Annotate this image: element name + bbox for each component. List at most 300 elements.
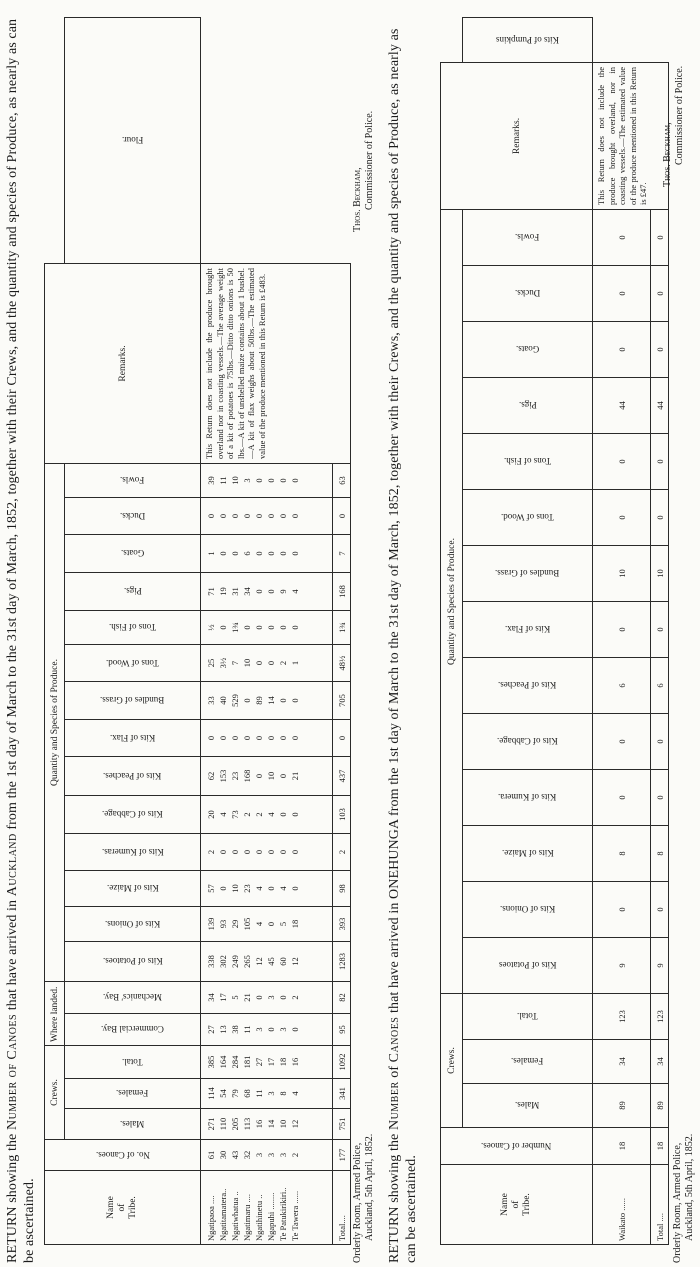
col-kumera: Kits of Kumera. [463, 770, 593, 826]
table-cell: 2 [290, 1152, 300, 1158]
table-cell: 385 [206, 1055, 216, 1069]
row-cell: 6 [593, 658, 651, 714]
table-cell: 0 [242, 625, 252, 630]
table-cell: 114 [206, 1087, 216, 1100]
table-cell: 338 [206, 955, 216, 968]
footer-2: Orderly Room, Armed Police, Auckland, 5th April, 1852. [672, 1133, 695, 1263]
tribe-name: Ngatiwhatua .. [230, 1191, 240, 1241]
table-cell: 529 [230, 694, 240, 707]
tribe-name: Ngapuhi ........ [266, 1192, 276, 1241]
table-cell: 0 [278, 478, 288, 483]
group-crews: Crews. [45, 1046, 65, 1140]
total-cell: 0 [651, 602, 669, 658]
table-cell: 0 [218, 625, 228, 630]
table-cell: 61 [206, 1150, 216, 1160]
table-cell: 31 [230, 587, 240, 596]
table-cell: 105 [242, 917, 252, 931]
table-cell: 0 [266, 513, 276, 519]
table-cell: 71 [206, 587, 216, 596]
row-cell: 0 [593, 266, 651, 322]
table-cell: 21 [242, 993, 252, 1002]
tribe-name: Ngatihinetu .. [254, 1194, 264, 1241]
col-flax: Kits of Flax. [463, 602, 593, 658]
col-grass: Bundles of Grass. [65, 682, 201, 720]
table-cell: 2 [206, 849, 216, 855]
total-cell: 2 [333, 834, 351, 871]
col-fish: Tons of Fish. [463, 434, 593, 490]
table-cell: 164 [218, 1055, 228, 1069]
tribe-name: Waikato ...... [593, 1165, 651, 1245]
table-cell: 153 [218, 769, 228, 783]
table-cell: 39 [206, 476, 216, 485]
total-cell: 0 [333, 720, 351, 757]
col-males: Males. [463, 1084, 593, 1128]
table-cell: 1 [206, 551, 216, 556]
body-col [201, 682, 333, 720]
table-cell: 0 [278, 513, 288, 519]
table-cell: 3 [242, 478, 252, 483]
table-cell: 12 [254, 957, 264, 966]
table-cell: 0 [230, 735, 240, 741]
total-cell: 89 [651, 1084, 669, 1128]
table-cell: 0 [242, 698, 252, 703]
row-cell: 0 [593, 882, 651, 938]
table-cell: 0 [242, 849, 252, 855]
table-cell: 0 [206, 735, 216, 741]
table-cell: 0 [290, 1027, 300, 1032]
table-cell: 0 [266, 921, 276, 927]
total-cell: 6 [651, 658, 669, 714]
col-maize: Kits of Maize. [65, 871, 201, 907]
col-flour: Flour. [65, 18, 201, 264]
table-cell: 14 [266, 696, 276, 705]
body-col [201, 907, 333, 942]
col-name-of-tribe: Name of Tribe. [441, 1165, 593, 1245]
body-col [201, 1046, 333, 1079]
total-cell: 437 [333, 757, 351, 796]
table-cell: 0 [278, 698, 288, 703]
col-total: Total. [65, 1046, 201, 1079]
row-cell: 34 [593, 1040, 651, 1084]
col-goats: Goats. [463, 322, 593, 378]
table-cell: 181 [242, 1055, 252, 1069]
col-commercial-bay: Commercial Bay. [65, 1014, 201, 1046]
col-number-of-canoes: Number of Canoes. [441, 1128, 593, 1165]
table-cell: 45 [266, 957, 276, 966]
table-cell: 0 [254, 513, 264, 519]
tribe-name: Te Patukirikiri.. [278, 1187, 288, 1241]
col-fowls: Fowls. [463, 210, 593, 266]
total-cell: 82 [333, 982, 351, 1014]
total-cell: 1092 [333, 1046, 351, 1079]
total-label: Total.... [333, 1171, 351, 1245]
col-fish: Tons of Fish. [65, 611, 201, 645]
total-cell: 0 [651, 714, 669, 770]
table-cell: 0 [254, 551, 264, 556]
table-cell: 0 [290, 513, 300, 519]
table-cell: 89 [254, 696, 264, 705]
col-mechanics-bay: Mechanics' Bay. [65, 982, 201, 1014]
total-cell: 393 [333, 907, 351, 942]
row-cell: 18 [593, 1128, 651, 1165]
col-total: Total. [463, 994, 593, 1040]
table-cell: 19 [218, 587, 228, 596]
table-cell: 0 [218, 735, 228, 741]
col-fowls: Fowls. [65, 464, 201, 498]
table-cell: 4 [290, 589, 300, 594]
body-col [201, 834, 333, 871]
table-cell: 3 [254, 1152, 264, 1158]
col-pumpkins: Kits of Pumpkins [463, 18, 593, 63]
table-cell: 8 [278, 1091, 288, 1096]
table-cell: 249 [230, 955, 240, 968]
table-cell: 3 [266, 995, 276, 1000]
group-quantity: Quantity and Species of Produce. [441, 210, 463, 994]
body-col [201, 498, 333, 535]
table-cell: 4 [290, 1091, 300, 1096]
table-cell: 38 [230, 1025, 240, 1034]
table-cell: 62 [206, 771, 216, 781]
table-cell: 0 [218, 886, 228, 891]
table-cell: 0 [266, 478, 276, 483]
total-cell: 341 [333, 1079, 351, 1109]
body-col [201, 982, 333, 1014]
table-cell: 23 [230, 771, 240, 781]
table-cell: 18 [278, 1057, 288, 1067]
body-col [201, 1014, 333, 1046]
tribe-name: Ngatitamatera.. [218, 1188, 228, 1241]
table-cell: 4 [254, 921, 264, 927]
row-cell: 0 [593, 770, 651, 826]
table-cell: 17 [266, 1057, 276, 1067]
table-cell: 3 [266, 1152, 276, 1158]
return-title-2: RETURN showing the Number of Canoes that have arrived in ONEHUNGA from the 1st day of March to the 31st day of March, 1852, together with their Crews, and the quantity and species of Produce, as nearly as can be ascertained. [387, 28, 419, 1263]
table-cell: 0 [278, 551, 288, 556]
total-cell: 103 [333, 796, 351, 834]
total-cell: 705 [333, 682, 351, 720]
table-cell: 11 [242, 1025, 252, 1034]
col-pigs: Pigs. [463, 378, 593, 434]
table-cell: 0 [266, 660, 276, 666]
table-cell: 4 [278, 886, 288, 891]
total-cell: 0 [651, 266, 669, 322]
table-cell: 11 [254, 1089, 264, 1098]
total-cell: 123 [651, 994, 669, 1040]
table-cell: 3½ [218, 657, 228, 669]
col-ducks: Ducks. [65, 498, 201, 535]
col-remarks: Remarks. [45, 264, 201, 464]
table-cell: 2 [254, 812, 264, 817]
table-cell: 2 [278, 660, 288, 666]
row-cell: 0 [593, 490, 651, 546]
table-cell: 0 [290, 478, 300, 483]
col-potatoes: Kits of Potatoes. [65, 942, 201, 982]
table-cell: 0 [290, 625, 300, 630]
tribe-names [201, 1171, 333, 1245]
row-cell: 8 [593, 826, 651, 882]
table-cell: 0 [278, 773, 288, 779]
col-onions: Kits of Onions. [463, 882, 593, 938]
body-col [201, 1140, 333, 1171]
table-cell: 0 [290, 735, 300, 741]
table-cell: 10 [266, 771, 276, 781]
table-cell: 57 [206, 884, 216, 893]
table-cell: 5 [278, 921, 288, 927]
table-cell: 3 [278, 1027, 288, 1032]
col-females: Females. [65, 1079, 201, 1109]
body-col [201, 1079, 333, 1109]
table-cell: 0 [266, 589, 276, 594]
table-cell: 0 [278, 625, 288, 630]
table-cell: 27 [206, 1025, 216, 1034]
total-cell: 1283 [333, 942, 351, 982]
table-cell: 30 [218, 1150, 228, 1160]
table-cell: 43 [230, 1150, 240, 1160]
row-cell: 0 [593, 714, 651, 770]
body-col [201, 611, 333, 645]
table-cell: 0 [290, 812, 300, 817]
table-cell: 0 [266, 735, 276, 741]
table-cell: 168 [242, 769, 252, 783]
total-label: Total .... [651, 1165, 669, 1245]
col-cabbage: Kits of Cabbage. [65, 796, 201, 834]
table-cell: 12 [290, 957, 300, 966]
col-males: Males. [65, 1109, 201, 1140]
table-1-body [201, 18, 333, 1245]
row-cell: 9 [593, 938, 651, 994]
col-wood: Tons of Wood. [463, 490, 593, 546]
table-cell: 33 [206, 696, 216, 705]
tribe-name: Ngatimaru .... [242, 1194, 252, 1241]
total-cell: 63 [333, 464, 351, 498]
col-onions: Kits of Onions. [65, 907, 201, 942]
table-cell: 1¾ [230, 622, 240, 633]
table-cell: 113 [242, 1117, 252, 1131]
table-cell: 10 [278, 1119, 288, 1129]
col-wood: Tons of Wood. [65, 645, 201, 682]
total-cell: 0 [651, 210, 669, 266]
col-goats: Goats. [65, 535, 201, 573]
total-cell: 9 [651, 938, 669, 994]
total-cell: 0 [651, 770, 669, 826]
row-cell: 0 [593, 210, 651, 266]
tribe-name: Ngatipaoa .... [206, 1195, 216, 1241]
table-cell: 12 [290, 1119, 300, 1129]
table-cell: 3 [254, 1027, 264, 1032]
table-cell: 68 [242, 1089, 252, 1098]
total-cell: 34 [651, 1040, 669, 1084]
signature-2: Thos. Beckham, Commissioner of Police. [662, 65, 685, 187]
group-where-landed: Where landed. [45, 982, 65, 1046]
total-cell: 95 [333, 1014, 351, 1046]
table-cell: 265 [242, 955, 252, 968]
table-cell: 0 [278, 812, 288, 817]
body-col [201, 757, 333, 796]
table-cell: 0 [266, 1027, 276, 1032]
table-cell: 10 [230, 476, 240, 485]
table-cell: 0 [230, 849, 240, 855]
table-cell: 0 [290, 551, 300, 556]
table-cell: 0 [230, 513, 240, 519]
table-cell: 0 [266, 551, 276, 556]
body-col [201, 464, 333, 498]
col-maize: Kits of Maize. [463, 826, 593, 882]
col-pigs: Pigs. [65, 573, 201, 611]
table-cell: 0 [254, 735, 264, 741]
row-cell: 89 [593, 1084, 651, 1128]
row-cell: 0 [593, 322, 651, 378]
table-cell: 34 [242, 587, 252, 596]
tribe-name: Te Tawera ...... [290, 1190, 300, 1241]
col-no-of-canoes: No. of Canoes. [45, 1140, 201, 1171]
table-cell: 23 [242, 884, 252, 893]
table-cell: 0 [290, 886, 300, 891]
table-cell: 2 [290, 995, 300, 1000]
table-cell: 0 [254, 849, 264, 855]
col-flax: Kits of Flax. [65, 720, 201, 757]
return-table-1 [44, 17, 351, 1245]
body-col [201, 645, 333, 682]
table-cell: 0 [254, 589, 264, 594]
table-cell: 16 [290, 1057, 300, 1067]
total-cell: 177 [333, 1140, 351, 1171]
table-cell: 1 [290, 660, 300, 666]
total-cell: 48½ [333, 645, 351, 682]
table-cell: 18 [290, 919, 300, 929]
body-col [201, 720, 333, 757]
table-cell: 13 [218, 1025, 228, 1034]
total-cell: 1¾ [333, 611, 351, 645]
col-kumeras: Kits of Kumeras. [65, 834, 201, 871]
body-col [201, 1109, 333, 1140]
row-cell: 10 [593, 546, 651, 602]
table-cell: 0 [218, 849, 228, 855]
table-cell: 79 [230, 1089, 240, 1098]
table-cell: 271 [206, 1117, 216, 1131]
table-cell: 139 [206, 917, 216, 931]
col-name-of-tribe: Name of Tribe. [45, 1171, 201, 1245]
total-cell: 0 [651, 322, 669, 378]
table-cell: 110 [218, 1117, 228, 1131]
total-cell: 44 [651, 378, 669, 434]
table-cell: 0 [266, 849, 276, 855]
table-cell: 5 [230, 995, 240, 1000]
col-cabbage: Kits of Cabbage. [463, 714, 593, 770]
total-cell: 168 [333, 573, 351, 611]
table-1-total-row [333, 18, 351, 1245]
body-col [201, 942, 333, 982]
table-cell: 4 [266, 812, 276, 817]
table-cell: 0 [242, 735, 252, 741]
row-cell: 0 [593, 434, 651, 490]
col-females: Females. [463, 1040, 593, 1084]
col-peaches: Kits of Peaches. [463, 658, 593, 714]
table-cell: 0 [290, 698, 300, 703]
table-cell: 11 [218, 476, 228, 485]
table-cell: 25 [206, 658, 216, 668]
table-cell: 4 [254, 886, 264, 891]
table-cell: 0 [278, 995, 288, 1000]
col-ducks: Ducks. [463, 266, 593, 322]
table-cell: 0 [218, 513, 228, 519]
table-cell: 10 [242, 658, 252, 668]
total-cell: 98 [333, 871, 351, 907]
body-col [201, 796, 333, 834]
total-cell: 10 [651, 546, 669, 602]
col-peaches: Kits of Peaches. [65, 757, 201, 796]
total-cell: 0 [651, 434, 669, 490]
group-crews: Crews. [441, 994, 463, 1128]
table-cell: 0 [278, 849, 288, 855]
table-cell: 16 [254, 1119, 264, 1129]
table-cell: 93 [218, 919, 228, 929]
table-cell: 3 [278, 1152, 288, 1158]
table-cell: 284 [230, 1055, 240, 1069]
table-cell: 32 [242, 1150, 252, 1160]
table-cell: 0 [254, 478, 264, 483]
table-cell: 302 [218, 955, 228, 968]
table-cell: 2 [242, 812, 252, 817]
table-cell: 0 [242, 513, 252, 519]
table-cell: 0 [254, 773, 264, 779]
table-cell: 29 [230, 919, 240, 929]
row-cell: 0 [593, 602, 651, 658]
total-cell: 8 [651, 826, 669, 882]
remarks-text-1: This Return does not include the produce brought overland nor in coasting vessels.—The average weight of a kit of potatoes is 75lbs.—Ditto ditto onions is 50 lbs.—A kit of unshelled maize contains about 1 bushel.—A kit of flax weighs about 50lbs.—The estimated value of the produce mentioned in this Return is £483. [201, 264, 351, 464]
table-cell: 205 [230, 1117, 240, 1131]
row-cell: 123 [593, 994, 651, 1040]
body-col [201, 573, 333, 611]
table-cell: 17 [218, 993, 228, 1002]
table-cell: 9 [278, 589, 288, 594]
group-quantity: Quantity and Species of Produce. [45, 464, 65, 982]
table-cell: 34 [206, 993, 216, 1002]
footer-1: Orderly Room, Armed Police, Auckland, 5th April, 1852. [352, 1133, 375, 1263]
table-cell: 0 [266, 886, 276, 891]
total-cell: 18 [651, 1128, 669, 1165]
body-col [201, 535, 333, 573]
table-cell: 21 [290, 771, 300, 781]
col-potatoes: Kits of Potatoes [463, 938, 593, 994]
table-cell: 7 [230, 660, 240, 666]
table-cell: 0 [254, 995, 264, 1000]
total-cell: 0 [651, 490, 669, 546]
total-cell: 0 [333, 498, 351, 535]
body-col [201, 871, 333, 907]
col-grass: Bundles of Grass. [463, 546, 593, 602]
table-cell: 54 [218, 1089, 228, 1098]
table-cell: 40 [218, 696, 228, 705]
table-cell: 0 [206, 513, 216, 519]
table-cell: 27 [254, 1057, 264, 1067]
table-cell: 4 [218, 812, 228, 817]
return-title-1: RETURN showing the Number of Canoes that have arrived in Auckland from the 1st day of March to the 31st day of March, 1852, together with their Crews, and the quantity and species of Produce, as nearly as can be ascertained. [5, 18, 37, 1263]
remarks-text-2: This Return does not include the produce brought overland, nor in coasting vessels.—The estimated value of the produce mentioned in this Return is £47. [593, 63, 669, 210]
table-cell: 6 [242, 551, 252, 556]
table-cell: 0 [254, 625, 264, 630]
table-cell: 0 [230, 551, 240, 556]
total-cell: 0 [651, 882, 669, 938]
table-cell: 60 [278, 957, 288, 966]
signature-1: Thos. Beckham, Commissioner of Police. [352, 110, 375, 232]
col-remarks: Remarks. [441, 63, 593, 210]
table-2-row-waikato [593, 18, 651, 1245]
total-cell: 751 [333, 1109, 351, 1140]
table-cell: 0 [278, 735, 288, 741]
table-cell: 10 [230, 884, 240, 893]
table-cell: 0 [254, 660, 264, 666]
table-cell: 0 [266, 625, 276, 630]
